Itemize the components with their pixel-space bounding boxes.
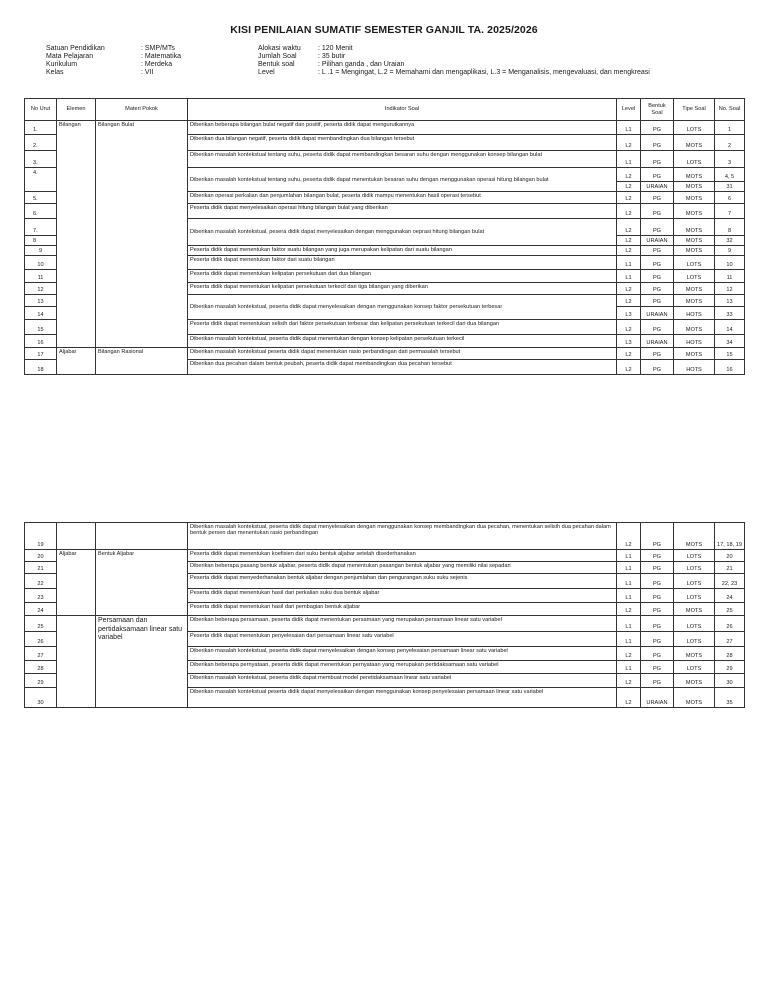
tipe-cell: LOTS [674, 256, 715, 270]
table-row [25, 348, 745, 360]
indikator-cell: Diberikan masalah kontekstual, peserta didik dapat menentukan dengan konsep kelipatan persekutuan terkecil [188, 335, 617, 348]
no-urut-cell: 6. [25, 204, 57, 219]
no-urut-cell: 8 [25, 236, 57, 246]
no-urut-cell: 16 [25, 335, 57, 348]
bentuk-cell: PG [641, 246, 674, 256]
soal-cell: 22, 23 [715, 574, 745, 589]
indikator-cell: Peserta didik dapat menyederhanakan bentuk aljabar dengan penjumlahan dan pengurangan suku suku sejenis [188, 574, 617, 589]
indikator-cell: Diberikan masalah kontekstual, peserta didik dapat membuat model peretidaksamaan linear satu variabel [188, 674, 617, 688]
elemen-cell: Aljabar [57, 550, 96, 616]
indikator-cell: Diberikan masalah kontekstual peserta didik dapat menyelesaikan dengan menggunakan konsep penyelesaian persamaan linear satu variabel [188, 688, 617, 708]
tipe-cell: HOTS [674, 307, 715, 320]
soal-cell: 27 [715, 632, 745, 647]
tipe-cell: LOTS [674, 121, 715, 135]
no-urut-cell: 1. [25, 121, 57, 135]
soal-cell: 34 [715, 335, 745, 348]
soal-cell: 30 [715, 674, 745, 688]
meta-key: Satuan Pendidikan [46, 45, 105, 52]
tipe-cell: MOTS [674, 168, 715, 182]
meta-row [258, 45, 650, 53]
soal-cell: 10 [715, 256, 745, 270]
tipe-cell: LOTS [674, 616, 715, 632]
bentuk-cell: PG [641, 168, 674, 182]
no-urut-cell: 7. [25, 219, 57, 236]
materi-pokok-cell: Bentuk Aljabar [96, 550, 188, 616]
document-title: KISI PENILAIAN SUMATIF SEMESTER GANJIL TA. 2025/2026 [230, 24, 538, 36]
indikator-cell: Peserta didik dapat menentukan koefisien dari suku bentuk aljabar setelah disederhanakan [188, 550, 617, 562]
tipe-cell: MOTS [674, 204, 715, 219]
no-urut-cell: 4. [25, 168, 57, 192]
indikator-cell: Diberikan dua bilangan negatif, peserta didik dapat membandingkan dua bilangan tersebut [188, 135, 617, 151]
soal-cell: 24 [715, 589, 745, 603]
elemen-cell: Bilangan [57, 121, 96, 348]
soal-cell: 9 [715, 246, 745, 256]
table-row [25, 616, 745, 632]
header-bentuk-soal: Bentuk Soal [641, 99, 674, 121]
soal-cell: 3 [715, 151, 745, 168]
level-cell: L2 [617, 236, 641, 246]
soal-cell: 7 [715, 204, 745, 219]
tipe-cell: MOTS [674, 135, 715, 151]
no-urut-cell: 14 [25, 307, 57, 320]
meta-value: : Matematika [141, 53, 182, 60]
no-urut-cell: 29 [25, 674, 57, 688]
no-urut-cell: 17 [25, 348, 57, 360]
level-cell: L1 [617, 270, 641, 283]
meta-left [46, 45, 181, 77]
level-cell: L1 [617, 121, 641, 135]
tipe-cell: LOTS [674, 562, 715, 574]
meta-key: Kelas [46, 69, 64, 76]
no-urut-cell: 25 [25, 616, 57, 632]
bentuk-cell: PG [641, 219, 674, 236]
tipe-cell: MOTS [674, 603, 715, 616]
bentuk-cell: PG [641, 661, 674, 674]
soal-cell: 26 [715, 616, 745, 632]
bentuk-cell: PG [641, 674, 674, 688]
level-cell: L2 [617, 182, 641, 192]
indikator-cell: Diberikan beberapa pernyataan, peserta didik dapat menentukan pernyataan yang merupakan pertidaksamaan satu variabel [188, 661, 617, 674]
soal-cell: 12 [715, 283, 745, 295]
meta-key: Kurikulum [46, 61, 78, 68]
no-urut-cell: 5. [25, 192, 57, 204]
table-header-row [25, 99, 745, 121]
kisi-table-page-1 [24, 98, 745, 375]
level-cell: L2 [617, 348, 641, 360]
level-cell: L1 [617, 151, 641, 168]
no-urut-cell: 9 [25, 246, 57, 256]
header-materi-pokok: Materi Pokok [96, 99, 188, 121]
soal-cell: 6 [715, 192, 745, 204]
indikator-cell: Peserta didik dapat menentukan hasil dari perkalian suku dua bentuk aljabar [188, 589, 617, 603]
bentuk-cell: PG [641, 632, 674, 647]
soal-cell: 1 [715, 121, 745, 135]
soal-cell: 20 [715, 550, 745, 562]
indikator-cell: Diberikan masalah kontekstual, pesera didik dapat menyelesaikan dengan menggunakan oeprasi hitung bilangan bulat [188, 219, 617, 246]
meta-row [46, 61, 181, 69]
soal-cell: 8 [715, 219, 745, 236]
level-cell: L2 [617, 283, 641, 295]
indikator-cell: Diberikan beberapa persamaan, peserta didik dapat menentukan persamaan yang merupakan persamaan linear satu variabel [188, 616, 617, 632]
soal-cell: 33 [715, 307, 745, 320]
no-urut-cell: 24 [25, 603, 57, 616]
soal-cell: 15 [715, 348, 745, 360]
tipe-cell: MOTS [674, 219, 715, 236]
meta-value: : L .1 = Mengingat, L.2 = Memahami dan mengaplikasi, L.3 = Menganalisis, mengevaluasi, dan mengkreasi [318, 69, 650, 76]
no-urut-cell: 10 [25, 256, 57, 270]
materi-pokok-cell: Bilangan Bulat [96, 121, 188, 348]
materi-pokok-cell [96, 523, 188, 550]
header-level: Level [617, 99, 641, 121]
tipe-cell: MOTS [674, 647, 715, 661]
indikator-cell: Peserta didik dapat menyelesaikan operasi hitung bilangan bulat yang diberikan [188, 204, 617, 219]
header-indikator-soal: Indikator Soal [188, 99, 617, 121]
header-no-soal: No. Soal [715, 99, 745, 121]
indikator-cell: Diberikan masalah kontekstual, peserta didik dapat menyelesaikan dengan konsep penyelesaian persamaan linear satu variabel [188, 647, 617, 661]
indikator-cell: Peserta didik dapat menentukan faktor dari suatu bilangan [188, 256, 617, 270]
tipe-cell: LOTS [674, 151, 715, 168]
meta-row [258, 69, 650, 77]
bentuk-cell: PG [641, 574, 674, 589]
level-cell: L1 [617, 616, 641, 632]
no-urut-cell: 21 [25, 562, 57, 574]
level-cell: L2 [617, 204, 641, 219]
bentuk-cell: PG [641, 320, 674, 335]
no-urut-cell: 20 [25, 550, 57, 562]
bentuk-cell: URAIAN [641, 182, 674, 192]
no-urut-cell: 13 [25, 295, 57, 307]
level-cell: L1 [617, 661, 641, 674]
no-urut-cell: 15 [25, 320, 57, 335]
tipe-cell: MOTS [674, 192, 715, 204]
bentuk-cell: URAIAN [641, 236, 674, 246]
bentuk-cell: PG [641, 523, 674, 550]
materi-pokok-cell: Bilangan Rasional [96, 348, 188, 375]
level-cell: L2 [617, 603, 641, 616]
indikator-cell: Diberikan beberapa pasang bentuk aljabar, peserta didik dapat menentukan pasangan bentuk aljabar yang memiliki nilai sepadan [188, 562, 617, 574]
table-row [25, 523, 745, 550]
bentuk-cell: PG [641, 647, 674, 661]
tipe-cell: HOTS [674, 360, 715, 375]
tipe-cell: MOTS [674, 182, 715, 192]
soal-cell: 16 [715, 360, 745, 375]
level-cell: L2 [617, 360, 641, 375]
indikator-cell: Peserta didik dapat menentukan kelipatan persekutuan terkecil dari tiga bilangan yang diberikan [188, 283, 617, 295]
level-cell: L2 [617, 192, 641, 204]
meta-key: Bentuk soal [258, 61, 295, 68]
table-row [25, 550, 745, 562]
meta-value: : VII [141, 69, 154, 76]
level-cell: L1 [617, 574, 641, 589]
bentuk-cell: PG [641, 192, 674, 204]
bentuk-cell: PG [641, 151, 674, 168]
indikator-cell: Diberikan operasi perkalian dan penjumlahan bilangan bulat, peserta didik mampu menentukan hasil operasi tersebut [188, 192, 617, 204]
level-cell: L1 [617, 562, 641, 574]
indikator-cell: Diberikan masalah kontekstual tentang suhu, peserta didik dapat menentukan besaran suhu dengan menggunakan operasi hitung bilangan bulat [188, 168, 617, 192]
header-elemen: Elemen [57, 99, 96, 121]
table-row [25, 121, 745, 135]
meta-value: : 120 Menit [318, 45, 353, 52]
tipe-cell: LOTS [674, 550, 715, 562]
tipe-cell: LOTS [674, 589, 715, 603]
meta-value: : Merdeka [141, 61, 173, 68]
level-cell: L2 [617, 688, 641, 708]
no-urut-cell: 19 [25, 523, 57, 550]
bentuk-cell: PG [641, 589, 674, 603]
meta-row [258, 61, 650, 69]
kisi-table-page-2 [24, 522, 745, 708]
bentuk-cell: PG [641, 360, 674, 375]
meta-row [46, 53, 181, 61]
no-urut-cell: 18 [25, 360, 57, 375]
tipe-cell: LOTS [674, 574, 715, 589]
level-cell: L2 [617, 674, 641, 688]
elemen-cell: Aljabar [57, 348, 96, 375]
bentuk-cell: URAIAN [641, 335, 674, 348]
tipe-cell: MOTS [674, 320, 715, 335]
soal-cell: 17, 18, 19 [715, 523, 745, 550]
soal-cell: 31 [715, 182, 745, 192]
meta-mid [258, 45, 650, 77]
bentuk-cell: PG [641, 562, 674, 574]
indikator-cell: Diberikan dua pecahan dalam bentuk peubah, peserta didik dapat membandingkan dua pecahan tersebut [188, 360, 617, 375]
meta-row [46, 69, 181, 77]
bentuk-cell: PG [641, 550, 674, 562]
level-cell: L2 [617, 295, 641, 307]
no-urut-cell: 11 [25, 270, 57, 283]
soal-cell: 21 [715, 562, 745, 574]
bentuk-cell: PG [641, 283, 674, 295]
level-cell: L2 [617, 647, 641, 661]
soal-cell: 4, 5 [715, 168, 745, 182]
soal-cell: 28 [715, 647, 745, 661]
no-urut-cell: 22 [25, 574, 57, 589]
elemen-cell [57, 523, 96, 550]
level-cell: L1 [617, 550, 641, 562]
soal-cell: 11 [715, 270, 745, 283]
bentuk-cell: PG [641, 135, 674, 151]
level-cell: L2 [617, 523, 641, 550]
bentuk-cell: PG [641, 348, 674, 360]
no-urut-cell: 26 [25, 632, 57, 647]
soal-cell: 35 [715, 688, 745, 708]
soal-cell: 25 [715, 603, 745, 616]
indikator-cell: Peserta didik dapat menentukan faktor suatu bilangan yang juga merupakan kelipatan dari suatu bilangan [188, 246, 617, 256]
bentuk-cell: URAIAN [641, 307, 674, 320]
meta-value: : 35 butir [318, 53, 346, 60]
indikator-cell: Diberikan masalah kontekstual peserta didik dapat menentukan rasio perbandingan dari permasalah tersebut [188, 348, 617, 360]
tipe-cell: LOTS [674, 632, 715, 647]
bentuk-cell: URAIAN [641, 688, 674, 708]
tipe-cell: LOTS [674, 270, 715, 283]
meta-key: Alokasi waktu [258, 45, 301, 52]
no-urut-cell: 30 [25, 688, 57, 708]
bentuk-cell: PG [641, 295, 674, 307]
soal-cell: 13 [715, 295, 745, 307]
bentuk-cell: PG [641, 256, 674, 270]
indikator-cell: Diberikan beberapa bilangan bulat negatif dan positif, peserta didik dapat mengurutkannya [188, 121, 617, 135]
no-urut-cell: 27 [25, 647, 57, 661]
no-urut-cell: 2. [25, 135, 57, 151]
level-cell: L2 [617, 320, 641, 335]
header-tipe-soal: Tipe Soal [674, 99, 715, 121]
tipe-cell: MOTS [674, 295, 715, 307]
level-cell: L3 [617, 307, 641, 320]
tipe-cell: MOTS [674, 523, 715, 550]
level-cell: L1 [617, 256, 641, 270]
header-no-urut: No Urut [25, 99, 57, 121]
bentuk-cell: PG [641, 121, 674, 135]
soal-cell: 2 [715, 135, 745, 151]
meta-key: Level [258, 69, 275, 76]
bentuk-cell: PG [641, 603, 674, 616]
materi-pokok-cell: Persamaan dan pertidaksamaan linear satu variabel [96, 616, 188, 708]
bentuk-cell: PG [641, 270, 674, 283]
level-cell: L2 [617, 168, 641, 182]
tipe-cell: MOTS [674, 348, 715, 360]
indikator-cell: Peserta didik dapat menentukan selisih dari faktor persekutuan terbesar dan kelipatan persekutuan terkecil dari dua bilangan [188, 320, 617, 335]
indikator-cell: Diberikan masalah kontekstual, peserta didik dapat menyelesaikan dengan menggunakan konsep membandingkan dua pecahan, menentukan selisih dua pecahan dalam bentuk persen dan menentukan rasio perbandingan [188, 523, 617, 550]
tipe-cell: MOTS [674, 688, 715, 708]
bentuk-cell: PG [641, 616, 674, 632]
meta-row [46, 45, 181, 53]
elemen-cell [57, 616, 96, 708]
indikator-cell: Diberikan masalah kontekstual, peserta didik dapat menyelesaikan dengan menggunakan konsep faktor persekutuan terbesar [188, 295, 617, 320]
tipe-cell: MOTS [674, 674, 715, 688]
soal-cell: 29 [715, 661, 745, 674]
no-urut-cell: 28 [25, 661, 57, 674]
bentuk-cell: PG [641, 204, 674, 219]
meta-row [258, 53, 650, 61]
no-urut-cell: 3. [25, 151, 57, 168]
indikator-cell: Peserta didik dapat menentukan hasil dari pembagian bentuk aljabar [188, 603, 617, 616]
meta-value: : SMP/MTs [141, 45, 175, 52]
level-cell: L3 [617, 335, 641, 348]
level-cell: L2 [617, 246, 641, 256]
no-urut-cell: 12 [25, 283, 57, 295]
soal-cell: 14 [715, 320, 745, 335]
tipe-cell: MOTS [674, 246, 715, 256]
level-cell: L1 [617, 589, 641, 603]
meta-key: Mata Pelajaran [46, 53, 94, 60]
tipe-cell: LOTS [674, 661, 715, 674]
tipe-cell: HOTS [674, 335, 715, 348]
level-cell: L2 [617, 219, 641, 236]
indikator-cell: Diberikan masalah kontekstual tentang suhu, peserta didik dapat membandingkan besaran suhu dengan menggunakan konsep bilangan bulat [188, 151, 617, 168]
tipe-cell: MOTS [674, 283, 715, 295]
level-cell: L2 [617, 135, 641, 151]
no-urut-cell: 23 [25, 589, 57, 603]
meta-key: Jumlah Soal [258, 53, 297, 60]
tipe-cell: MOTS [674, 236, 715, 246]
level-cell: L1 [617, 632, 641, 647]
soal-cell: 32 [715, 236, 745, 246]
meta-value: : Pilihan ganda , dan Uraian [318, 61, 405, 68]
indikator-cell: Peserta didik dapat menentukan kelipatan persekutuan dari dua bilangan [188, 270, 617, 283]
indikator-cell: Peserta didik dapat menentukan penyelesaian dari persamaan linear satu variabel [188, 632, 617, 647]
